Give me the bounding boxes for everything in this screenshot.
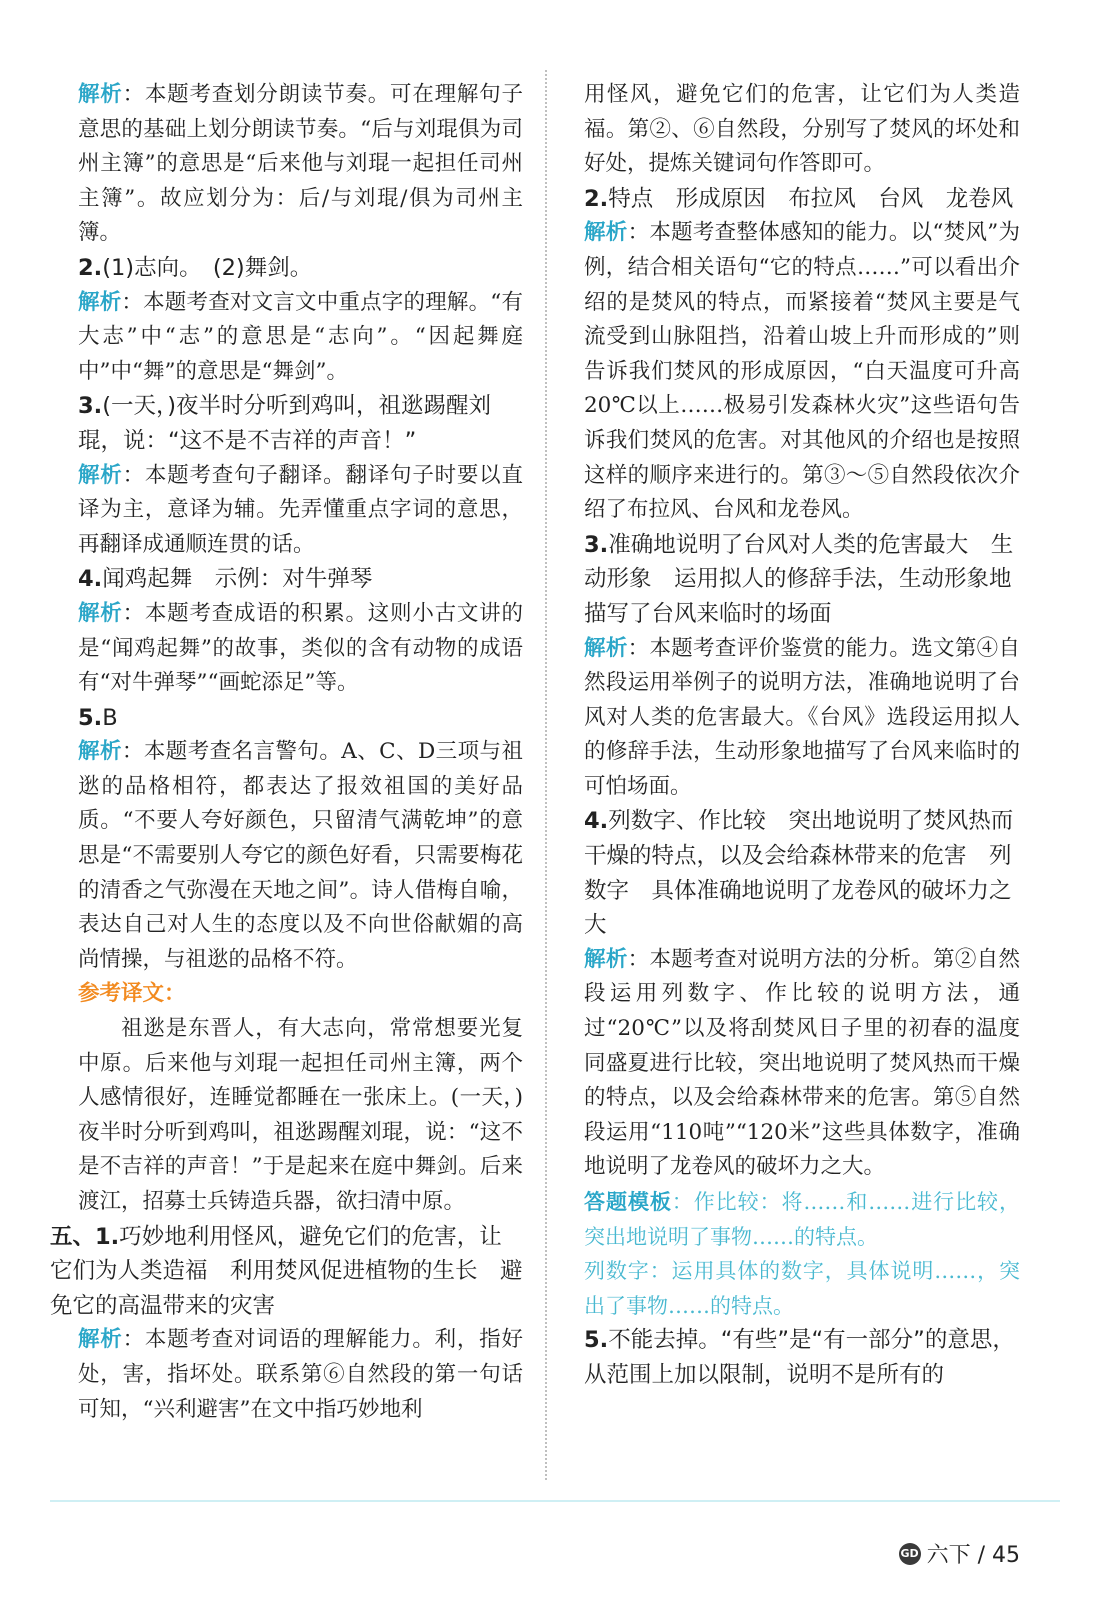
explanation-paragraph xyxy=(584,216,1020,527)
answer-text: 特点 形成原因 布拉风 台风 龙卷风 xyxy=(608,185,1014,212)
template-text: ：作比较：将……和……进行比较，突出地说明了事物……的特点。 xyxy=(584,1190,1020,1249)
answer-item xyxy=(50,1220,523,1324)
answer-number: 2. xyxy=(584,185,609,212)
explanation-text: ：本题考查成语的积累。这则小古文讲的是“闻鸡起舞”的故事，类似的含有动物的成语有“对牛弹琴”“画蛇添足”等。 xyxy=(78,600,523,696)
answer-text: 列数字、作比较 突出地说明了焚风热而干燥的特点，以及会给森林带来的危害 列数字 具体准确地说明了龙卷风的破坏力之大 xyxy=(584,808,1014,939)
answer-item xyxy=(584,1323,1020,1392)
answer-number: 4. xyxy=(584,808,609,835)
template-text: 列数字：运用具体的数字，具体说明……，突出了事物……的特点。 xyxy=(584,1259,1020,1318)
explanation-label: 解析 xyxy=(584,220,628,246)
publisher-logo-icon: GD xyxy=(899,1543,921,1565)
answer-item xyxy=(78,251,523,286)
explanation-paragraph xyxy=(78,78,523,251)
explanation-text: ：本题考查名言警句。A、C、D三项与祖逖的品格相符，都表达了报效祖国的美好品质。“不要人夸好颜色，只留清气满乾坤”的意思是“不需要别人夸它的颜色好看，只需要梅花的清香之气弥漫在天地之间”。诗人借梅自喻，表达自己对人生的态度以及不向世俗献媚的高尚情操，与祖逖的品格不符。 xyxy=(78,739,523,972)
answer-number: 5. xyxy=(78,704,103,731)
answer-number: 5. xyxy=(584,1327,609,1354)
answer-text: 不能去掉。“有些”是“有一部分”的意思，从范围上加以限制，说明不是所有的 xyxy=(584,1327,1015,1388)
page-footer xyxy=(899,1538,1020,1569)
answer-item xyxy=(78,389,523,458)
answer-number: 2. xyxy=(78,254,103,281)
answer-item xyxy=(78,562,523,597)
answer-text: B xyxy=(102,704,118,731)
explanation-label: 解析 xyxy=(78,462,123,488)
column-divider xyxy=(545,70,547,1480)
page-number: 六下 / 45 xyxy=(926,1543,1020,1568)
explanation-label: 解析 xyxy=(78,289,122,315)
explanation-label: 解析 xyxy=(78,1327,123,1353)
explanation-text: ：本题考查划分朗读节奏。可在理解句子意思的基础上划分朗读节奏。“后与刘琨俱为司州主簿”的意思是“后来他与刘琨一起担任司州主簿”。故应划分为：后/与刘琨/俱为司州主簿。 xyxy=(78,82,523,246)
answer-template xyxy=(584,1254,1020,1323)
answer-number: 五、1. xyxy=(50,1223,120,1250)
explanation-label: 解析 xyxy=(78,82,123,107)
explanation-label: 解析 xyxy=(78,739,122,765)
explanation-text: ：本题考查对文言文中重点字的理解。“有大志”中“志”的意思是“志向”。“因起舞庭中”中“舞”的意思是“舞剑”。 xyxy=(78,289,523,384)
explanation-paragraph xyxy=(78,286,523,390)
left-column xyxy=(50,78,523,1427)
translation-text: 祖逖是东晋人，有大志向，常常想要光复中原。后来他与刘琨一起担任司州主簿，两个人感情很好，连睡觉都睡在一张床上。(一天，)夜半时分听到鸡叫，祖逖踢醒刘琨，说：“这不是不吉祥的声音！”于是起来在庭中舞剑。后来渡江，招募士兵铸造兵器，欲扫清中原。 xyxy=(78,1016,523,1214)
answer-text: (1)志向。 (2)舞剑。 xyxy=(102,254,313,281)
translation-heading xyxy=(78,977,523,1012)
footer-line xyxy=(50,1500,1060,1502)
explanation-text: ：本题考查整体感知的能力。以“焚风”为例，结合相关语句“它的特点……”可以看出介绍的是焚风的特点，而紧接着“焚风主要是气流受到山脉阻挡，沿着山坡上升而形成的”则告诉我们焚风的形成原因，“白天温度可升高20℃以上……极易引发森林火灾”这些语句告诉我们焚风的危害。对其他风的介绍也是按照这样的顺序来进行的。第③～⑤自然段依次介绍了布拉风、台风和龙卷风。 xyxy=(584,220,1020,523)
explanation-paragraph xyxy=(78,459,523,563)
explanation-paragraph xyxy=(584,632,1020,805)
answer-number: 3. xyxy=(584,531,609,558)
answer-text: (一天，)夜半时分听到鸡叫，祖逖踢醒刘琨，说：“这不是不吉祥的声音！” xyxy=(78,393,492,454)
explanation-paragraph xyxy=(78,597,523,701)
answer-number: 3. xyxy=(78,393,103,420)
explanation-paragraph xyxy=(584,943,1020,1185)
explanation-paragraph xyxy=(78,735,523,977)
explanation-text: ：本题考查评价鉴赏的能力。选文第④自然段运用举例子的说明方法，准确地说明了台风对人类的危害最大。《台风》选段运用拟人的修辞手法，生动形象地描写了台风来临时的可怕场面。 xyxy=(584,635,1020,799)
explanation-text: ：本题考查对说明方法的分析。第②自然段运用列数字、作比较的说明方法，通过“20℃”以及将刮焚风日子里的初春的温度同盛夏进行比较，突出地说明了焚风热而干燥的特点，以及会给森林带来的危害。第⑤自然段运用“110吨”“120米”这些具体数字，准确地说明了龙卷风的破坏力之大。 xyxy=(584,946,1020,1180)
explanation-paragraph xyxy=(584,78,1020,182)
explanation-label: 解析 xyxy=(584,635,628,661)
right-column xyxy=(584,78,1020,1393)
answer-number: 4. xyxy=(78,566,103,593)
answer-item xyxy=(78,701,523,736)
explanation-label: 解析 xyxy=(584,946,628,972)
answer-text: 闻鸡起舞 示例：对牛弹琴 xyxy=(102,566,373,593)
answer-template xyxy=(584,1185,1020,1254)
template-label: 答题模板 xyxy=(584,1190,672,1214)
answer-text: 巧妙地利用怪风，避免它们的危害，让它们为人类造福 利用焚风促进植物的生长 避免它的高温带来的灾害 xyxy=(50,1223,523,1319)
answer-item xyxy=(584,528,1020,632)
explanation-text: 用怪风，避免它们的危害，让它们为人类造福。第②、⑥自然段，分别写了焚风的坏处和好处，提炼关键词句作答即可。 xyxy=(584,82,1020,177)
explanation-label: 解析 xyxy=(78,600,123,626)
explanation-text: ：本题考查句子翻译。翻译句子时要以直译为主，意译为辅。先弄懂重点字词的意思，再翻译成通顺连贯的话。 xyxy=(78,462,523,557)
translation-label: 参考译文： xyxy=(78,981,186,1007)
explanation-paragraph xyxy=(78,1323,523,1427)
explanation-text: ：本题考查对词语的理解能力。利，指好处，害，指坏处。联系第⑥自然段的第一句话可知，“兴利避害”在文中指巧妙地利 xyxy=(78,1327,523,1422)
answer-item xyxy=(584,804,1020,942)
answer-item xyxy=(584,182,1020,217)
answer-text: 准确地说明了台风对人类的危害最大 生动形象 运用拟人的修辞手法，生动形象地描写了台风来临时的场面 xyxy=(584,531,1014,627)
